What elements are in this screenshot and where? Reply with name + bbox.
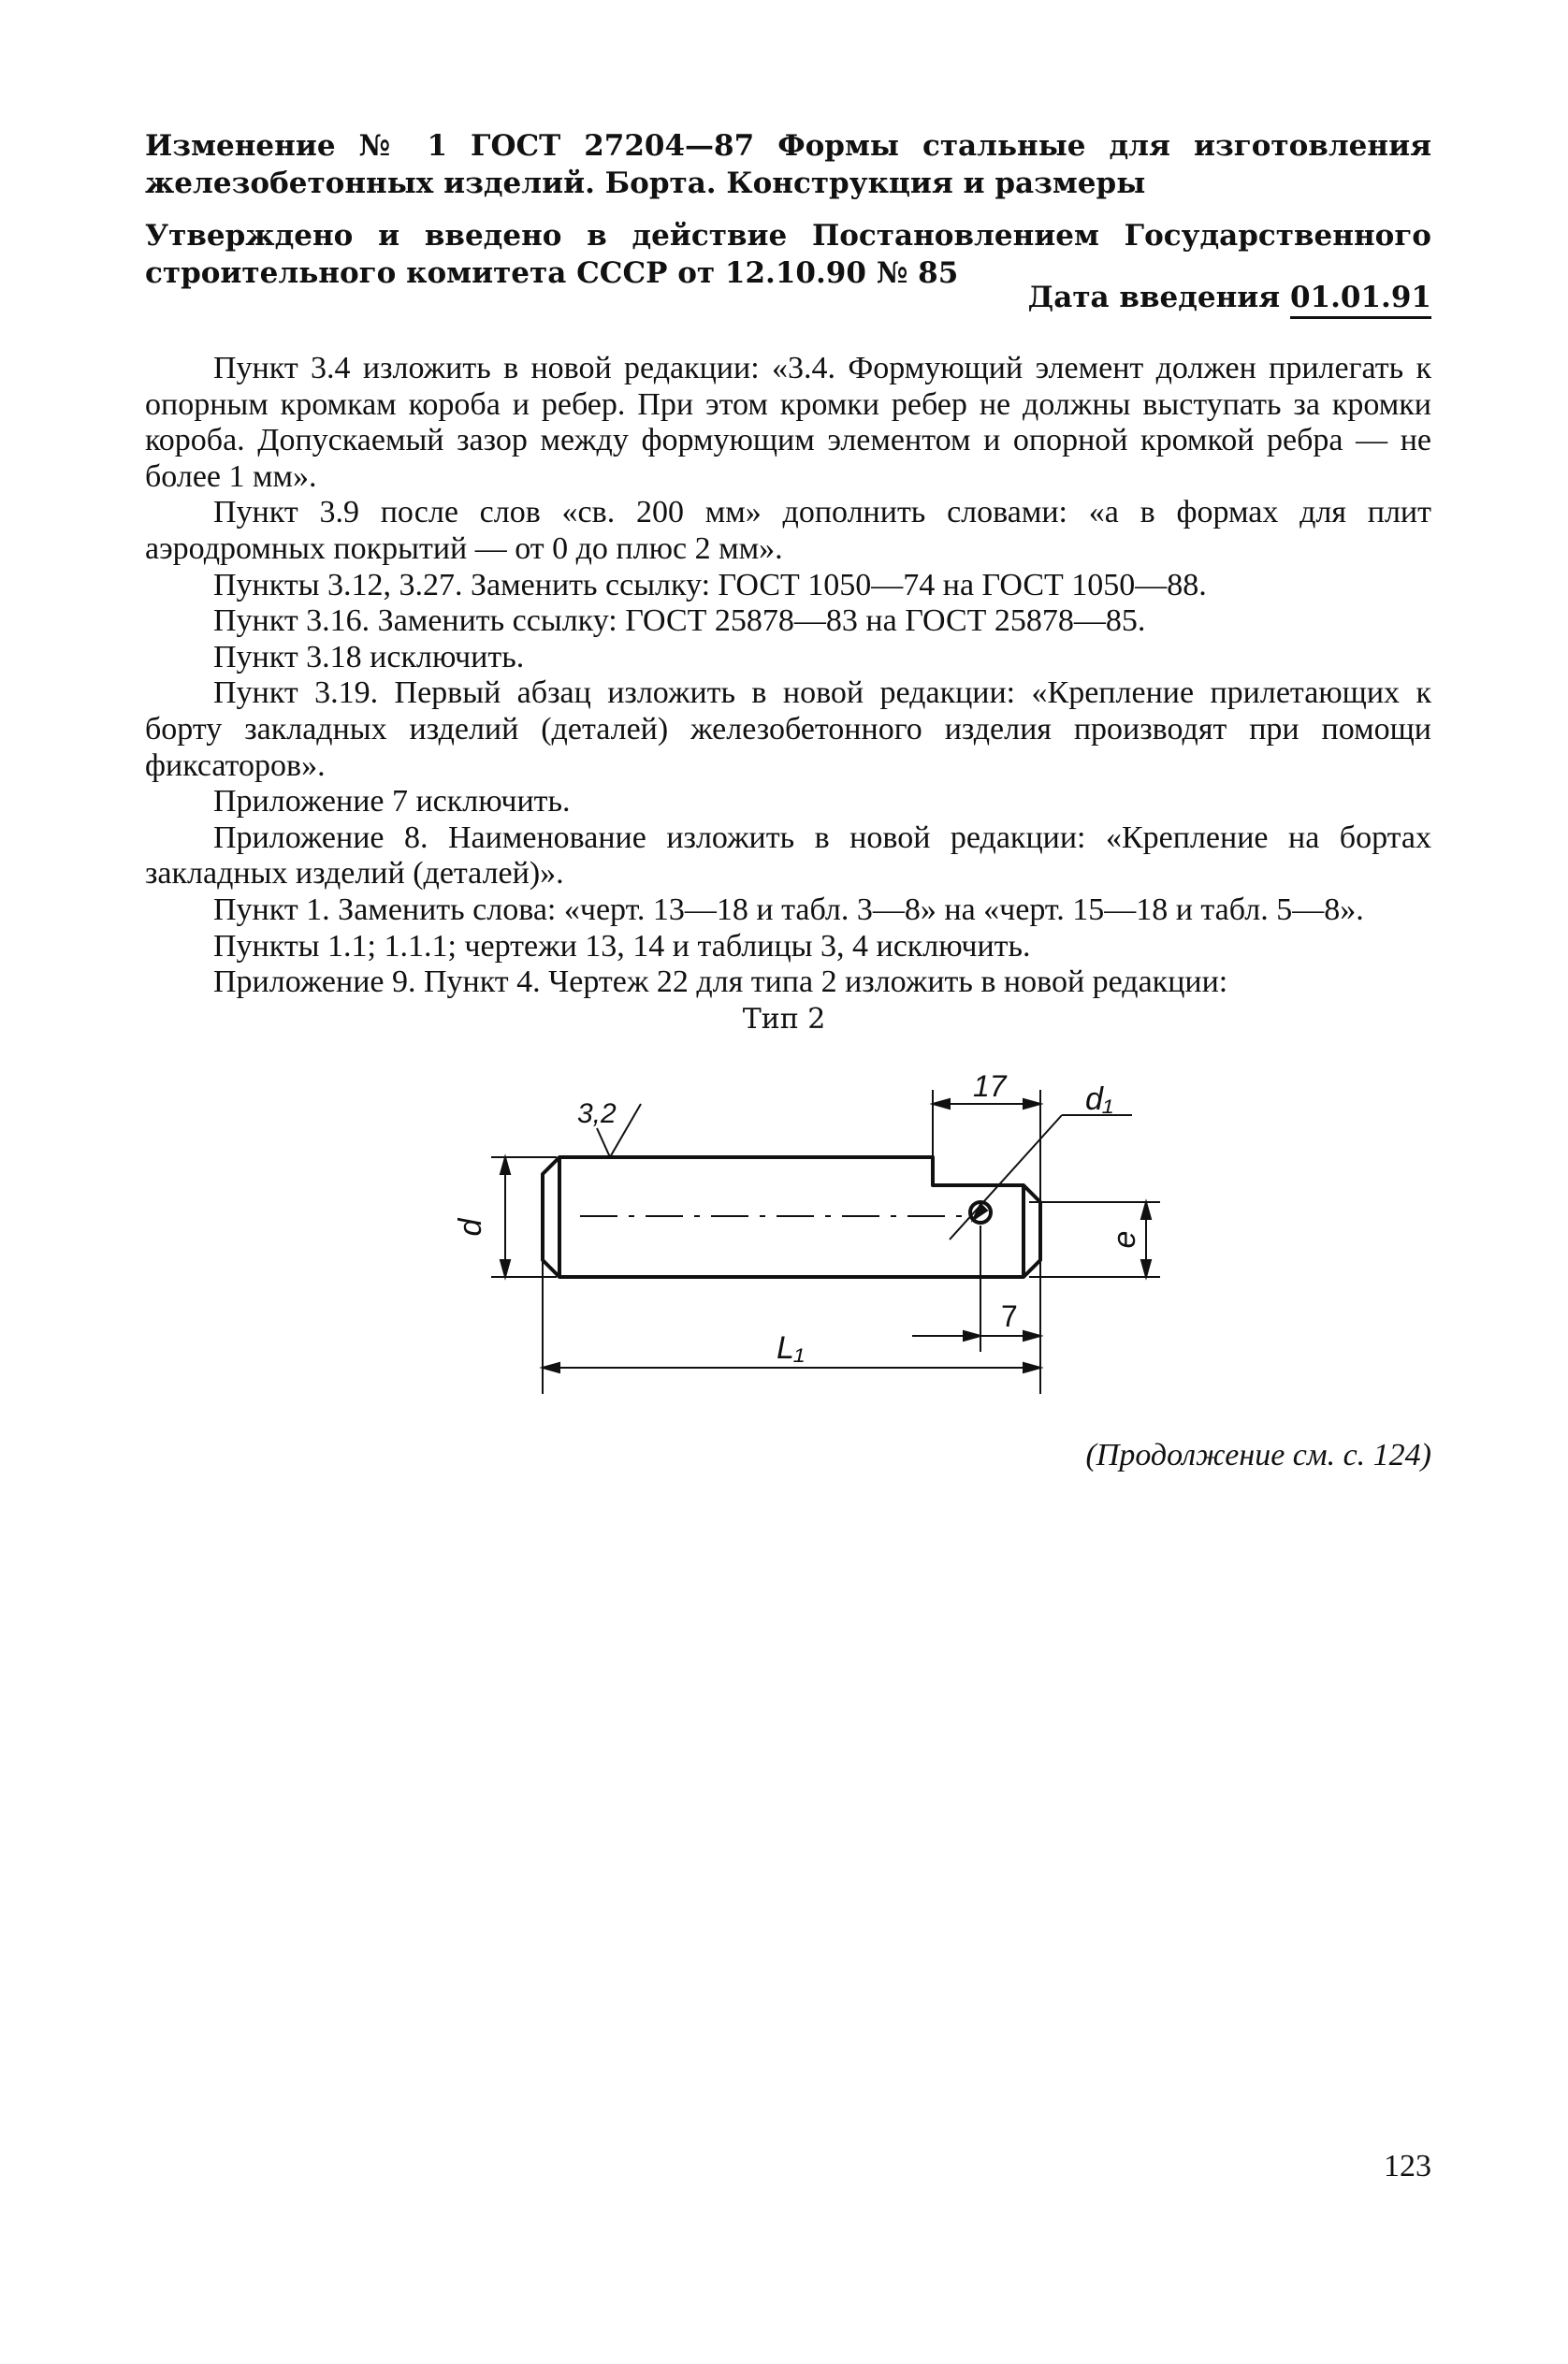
document-title: Изменение № 1 ГОСТ 27204—87 Формы стальные для изготовления железобетонных изделий. Борта. Конструкция и размеры: [145, 129, 1431, 200]
paragraph: Пункт 3.16. Заменить ссылку: ГОСТ 25878—83 на ГОСТ 25878—85.: [213, 603, 1146, 639]
paragraph: Пункты 3.12, 3.27. Заменить ссылку: ГОСТ 1050—74 на ГОСТ 1050—88.: [213, 567, 1207, 602]
d1-label: d₁: [1085, 1081, 1113, 1117]
dim-7-label: 7: [1001, 1299, 1018, 1333]
paragraph: Пункт 3.9 после слов «св. 200 мм» дополнить словами: «а в формах для плит аэродромных покрытий — от 0 до плюс 2 мм».: [145, 495, 1431, 566]
paragraph: Приложение 8. Наименование изложить в новой редакции: «Крепление на бортах закладных изделий (деталей)».: [145, 819, 1431, 892]
date-value: 01.01.91: [1290, 281, 1431, 319]
paragraph: Пункт 3.18 исключить.: [213, 639, 525, 674]
paragraph: Приложение 7 исключить.: [213, 784, 571, 819]
paragraph: Пункт 3.4 изложить в новой редакции: «3.4. Формующий элемент должен прилегать к опорным кромкам короба и ребер. При этом кромки ребер не должны выступать за кромки короба. Допускаемый зазор между формующим элементом и опорной кромкой ребра — не более 1 мм».: [145, 351, 1431, 494]
roughness-label: 3,2: [577, 1098, 617, 1129]
dim-17-label: 17: [973, 1069, 1007, 1103]
paragraph: Пункт 3.19. Первый абзац изложить в новой редакции: «Крепление прилетающих к борту закладных изделий (деталей) железобетонного изделия производят при помощи фиксаторов».: [145, 675, 1431, 783]
page-number: 123: [1384, 2149, 1431, 2183]
approval-statement: Утверждено и введено в действие Постановлением Государственного строительного комитета СССР от 12.10.90 № 85: [145, 219, 1431, 290]
e-label: e: [1107, 1230, 1142, 1249]
d-label: d: [453, 1218, 488, 1237]
date-label: Дата введения: [1027, 281, 1281, 314]
continuation-note: (Продолжение см. с. 124): [1085, 1438, 1431, 1472]
roughness-symbol: [597, 1128, 610, 1157]
paragraph: Пункты 1.1; 1.1.1; чертежи 13, 14 и таблицы 3, 4 исключить.: [213, 928, 1031, 964]
figure-title: Тип 2: [742, 1003, 826, 1036]
d1-leader: [950, 1115, 1062, 1240]
paragraph: Приложение 9. Пункт 4. Чертеж 22 для типа 2 изложить в новой редакции:: [213, 964, 1228, 1000]
L1-label: L₁: [777, 1330, 805, 1366]
paragraph: Пункт 1. Заменить слова: «черт. 13—18 и табл. 3—8» на «черт. 15—18 и табл. 5—8».: [213, 892, 1364, 927]
